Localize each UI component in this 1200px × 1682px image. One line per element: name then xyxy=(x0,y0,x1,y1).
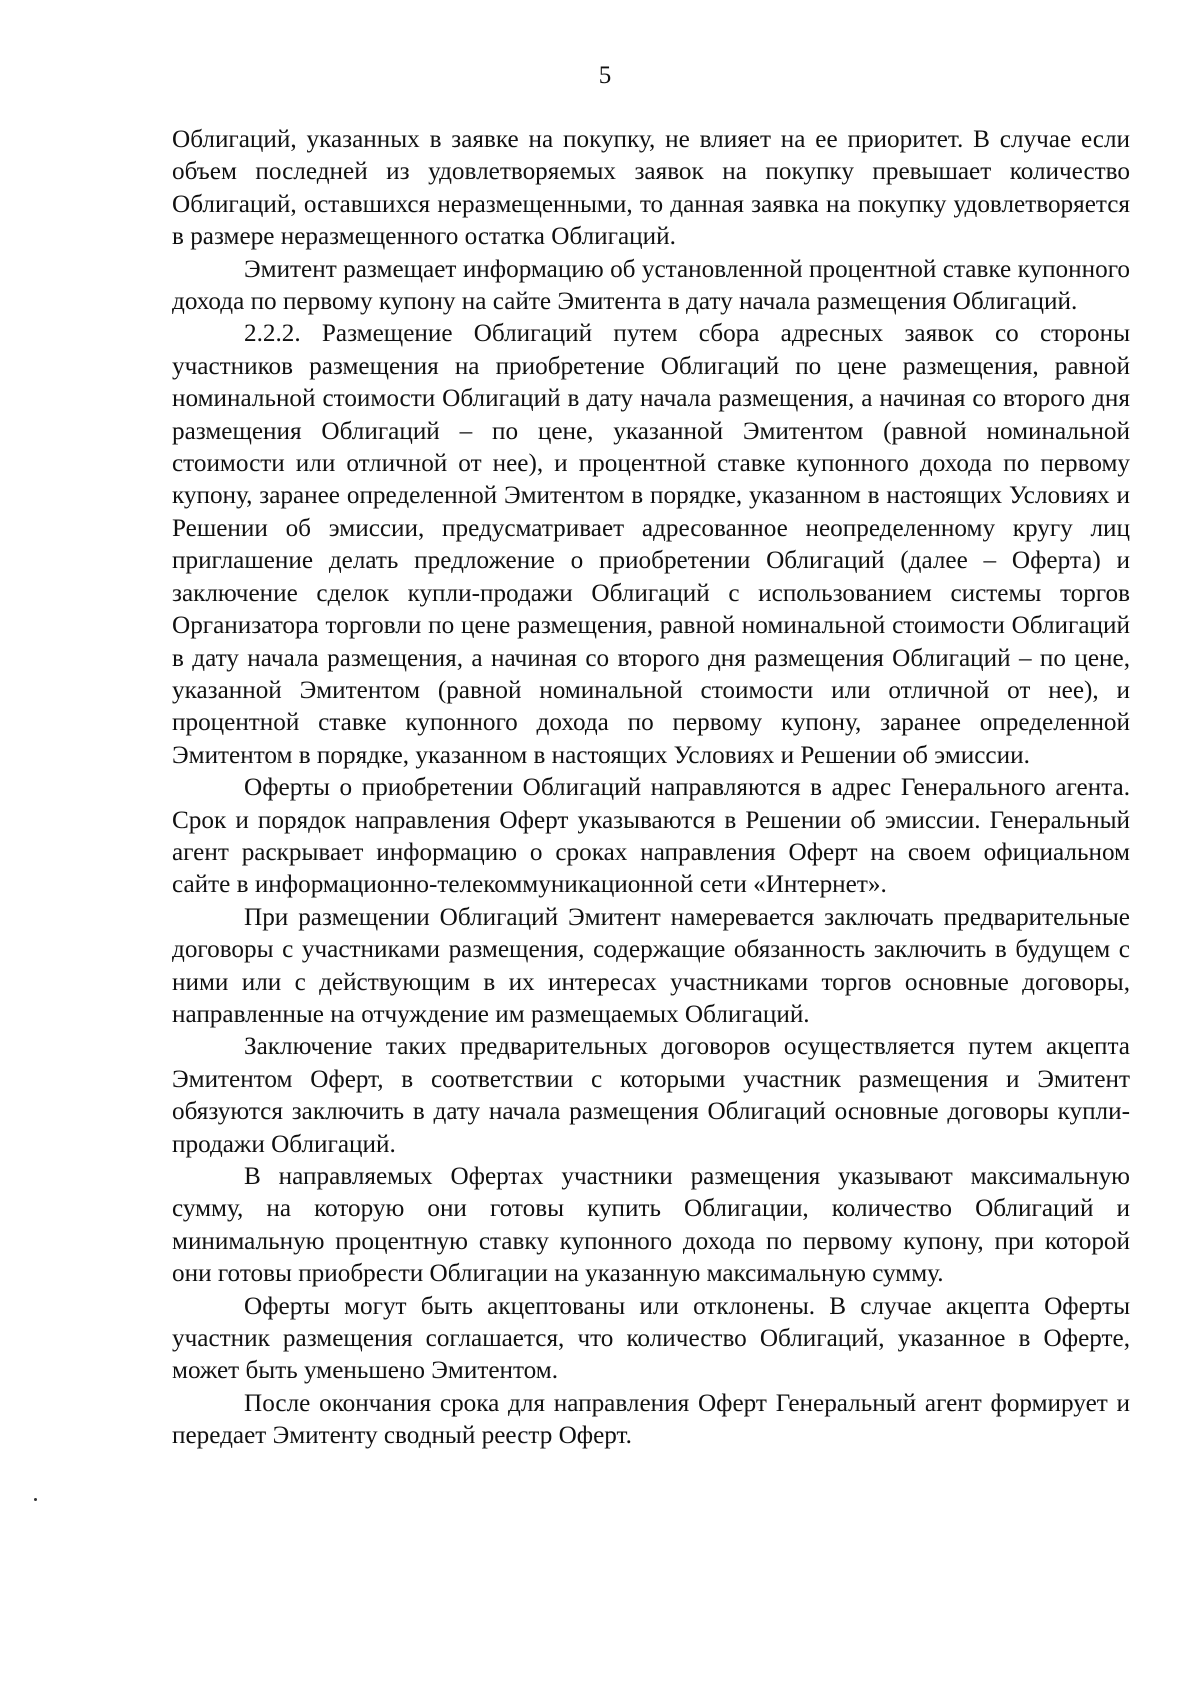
page-number: 5 xyxy=(598,62,612,89)
paragraph: 2.2.2. Размещение Облигаций путем сбора адресных заявок со стороны участников размещения на приобретение Облигаций по цене размещения, равной номинальной стоимости Облигаций в дату начала размещения, а начиная со второго дня размещения Облигаций – по цене, указанной Эмитентом (равной номинальной стоимости или отличной от нее), и процентной ставке купонного дохода по первому купону, заранее определенной Эмитентом в порядке, указанном в настоящих Условиях и Решении об эмиссии, предусматривает адресованное неопределенному кругу лиц приглашение делать предложение о приобретении Облигаций (далее – Оферта) и заключение сделок купли-продажи Облигаций с использованием системы торгов Организатора торговли по цене размещения, равной номинальной стоимости Облигаций в дату начала размещения, а начиная со второго дня размещения Облигаций – по цене, указанной Эмитентом (равной номинальной стоимости или отличной от нее), и процентной ставке купонного дохода по первому купону, заранее определенной Эмитентом в порядке, указанном в настоящих Условиях и Решении об эмиссии. xyxy=(172,320,1130,769)
paragraph: Облигаций, указанных в заявке на покупку, не влияет на ее приоритет. В случае если объем последней из удовлетворяемых заявок на покупку превышает количество Облигаций, оставшихся неразмещенными, то данная заявка на покупку удовлетворяется в размере неразмещенного остатка Облигаций. xyxy=(172,126,1130,251)
document-body xyxy=(172,124,1130,1453)
paragraph: Оферты о приобретении Облигаций направляются в адрес Генерального агента. Срок и порядок направления Оферт указываются в Решении об эмиссии. Генеральный агент раскрывает информацию о сроках направления Оферт на своем официальном сайте в информационно-телекоммуникационной сети «Интернет». xyxy=(172,774,1130,899)
paragraph: После окончания срока для направления Оферт Генеральный агент формирует и передает Эмитенту сводный реестр Оферт. xyxy=(172,1389,1130,1450)
paragraph: В направляемых Офертах участники размещения указывают максимальную сумму, на которую они готовы купить Облигации, количество Облигаций и минимальную процентную ставку купонного дохода по первому купону, при которой они готовы приобрести Облигации на указанную максимальную сумму. xyxy=(172,1163,1130,1288)
paragraph: Заключение таких предварительных договоров осуществляется путем акцепта Эмитентом Оферт, в соответствии с которыми участник размещения и Эмитент обязуются заключить в дату начала размещения Облигаций основные договоры купли-продажи Облигаций. xyxy=(172,1033,1130,1158)
paragraph: Эмитент размещает информацию об установленной процентной ставке купонного дохода по первому купону на сайте Эмитента в дату начала размещения Облигаций. xyxy=(172,255,1130,316)
paragraph: При размещении Облигаций Эмитент намеревается заключать предварительные договоры с участниками размещения, содержащие обязанность заключить в будущем с ними или с действующим в их интересах участниками торгов основные договоры, направленные на отчуждение им размещаемых Облигаций. xyxy=(172,903,1130,1028)
scan-speck xyxy=(34,1498,37,1501)
paragraph: Оферты могут быть акцептованы или отклонены. В случае акцепта Оферты участник размещения соглашается, что количество Облигаций, указанное в Оферте, может быть уменьшено Эмитентом. xyxy=(172,1292,1130,1385)
